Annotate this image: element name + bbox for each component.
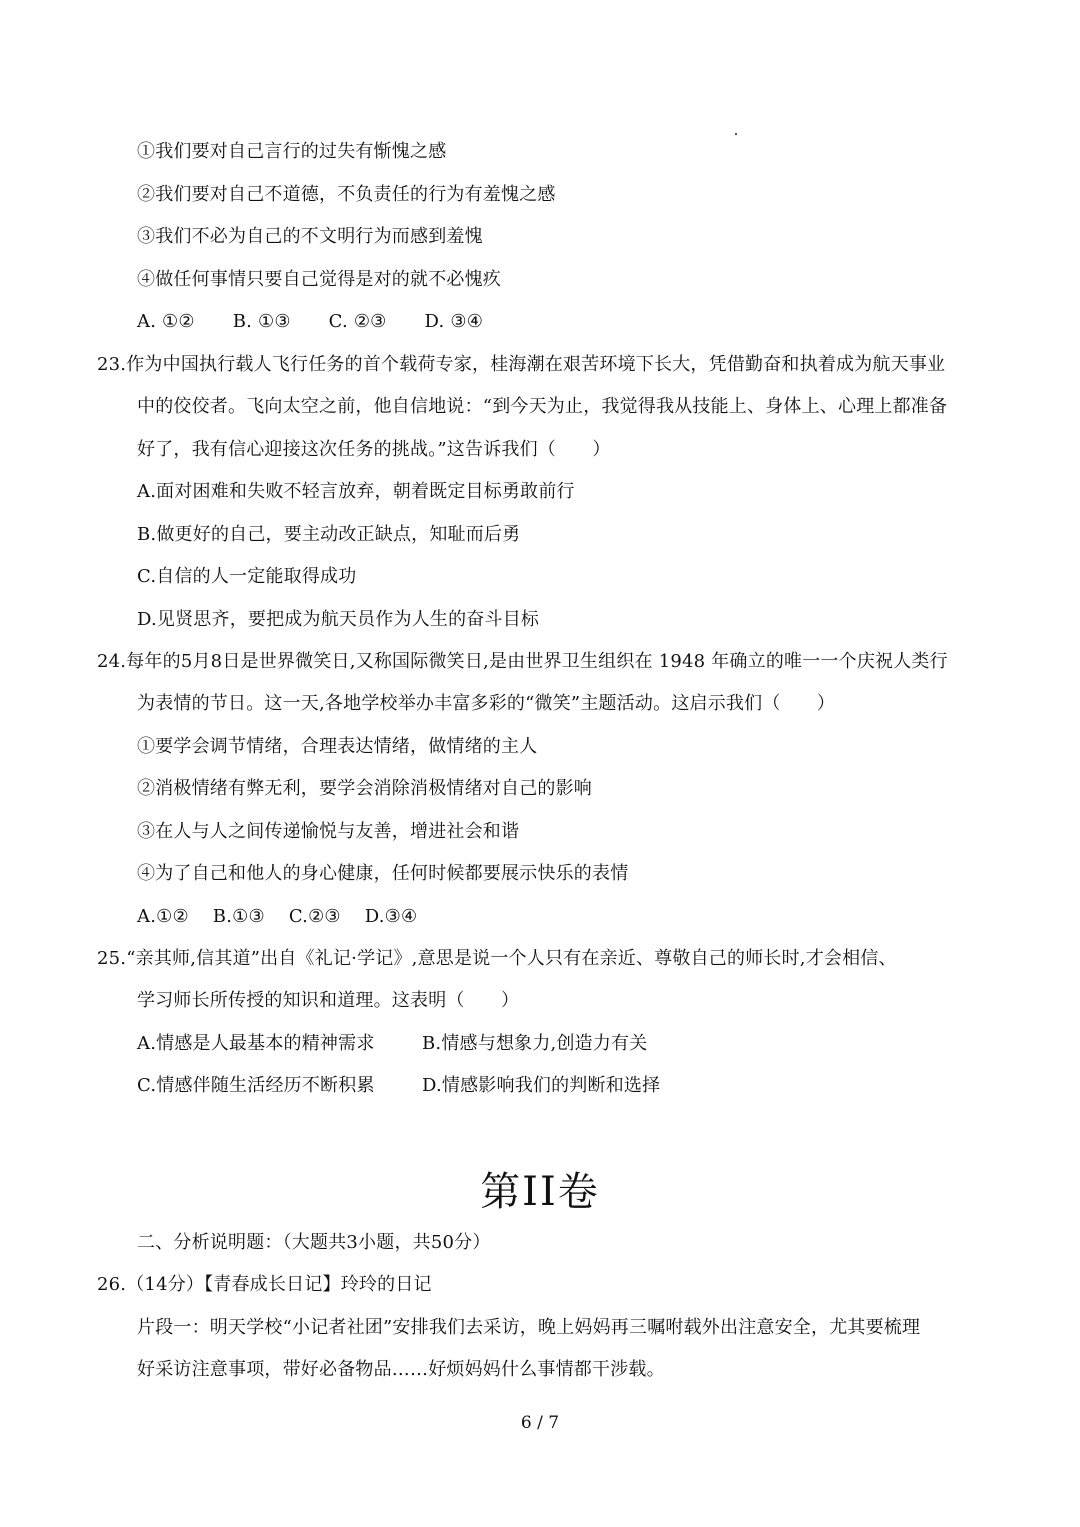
q22-statement-1: ①我们要对自己言行的过失有惭愧之感 [137,141,447,162]
q24-statement-2: ②消极情绪有弊无利，要学会消除消极情绪对自己的影响 [137,778,592,799]
q23-stem-line-3: 好了，我有信心迎接这次任务的挑战。”这告诉我们（ ） [137,439,611,460]
q26-passage-line-1: 片段一：明天学校“小记者社团”安排我们去采访，晚上妈妈再三嘱咐载外出注意安全，尤其要梳理 [137,1317,921,1338]
q24-options [137,906,417,928]
q22-option-c: C. ②③ [328,311,387,332]
q25-stem-line-1: 25.“亲其师,信其道”出自《礼记·学记》,意思是说一个人只有在亲近、尊敬自己的师长时,才会相信、 [97,948,897,969]
q24-statement-1: ①要学会调节情绪，合理表达情绪，做情绪的主人 [137,736,538,757]
q22-option-b: B. ①③ [232,311,291,332]
q22-options [137,311,483,333]
q26-passage-line-2: 好采访注意事项，带好必备物品……好烦妈妈什么事情都干涉载。 [137,1359,665,1380]
q23-option-d: D.见贤思齐，要把成为航天员作为人生的奋斗目标 [137,609,540,630]
q23-option-b: B.做更好的自己，要主动改正缺点，知耻而后勇 [137,524,521,545]
q22-option-d: D. ③④ [424,311,484,332]
q24-option-b: B.①③ [212,906,265,927]
q23-option-c: C.自信的人一定能取得成功 [137,566,357,587]
page-number: 6 / 7 [520,1413,560,1433]
section-title: 第II卷 [480,1169,600,1215]
q22-statement-4: ④做任何事情只要自己觉得是对的就不必愧疚 [137,269,501,290]
q24-option-d: D.③④ [364,906,418,927]
q22-statement-3: ③我们不必为自己的不文明行为而感到羞愧 [137,226,483,247]
scan-speck [735,133,737,135]
q24-option-c: C.②③ [288,906,341,927]
q24-stem-line-2: 为表情的节日。这一天,各地学校举办丰富多彩的“微笑”主题活动。这启示我们（ ） [137,693,836,714]
section-heading: 二、分析说明题：（大题共3小题，共50分） [137,1232,491,1253]
q25-option-a: A.情感是人最基本的精神需求 [137,1033,375,1054]
q26-title: 26.（14分）【青春成长日记】玲玲的日记 [97,1274,432,1295]
q23-option-a: A.面对困难和失败不轻言放弃，朝着既定目标勇敢前行 [137,481,575,502]
q25-stem-line-2: 学习师长所传授的知识和道理。这表明（ ） [137,990,520,1011]
q24-statement-4: ④为了自己和他人的身心健康，任何时候都要展示快乐的表情 [137,863,629,884]
q23-stem-line-2: 中的佼佼者。飞向太空之前，他自信地说：“到今天为止，我觉得我从技能上、身体上、心理上都准备 [137,396,948,417]
q22-statement-2: ②我们要对自己不道德，不负责任的行为有羞愧之感 [137,184,556,205]
q24-stem-line-1: 24.每年的5月8日是世界微笑日,又称国际微笑日,是由世界卫生组织在 1948 年确立的唯一一个庆祝人类行 [97,651,948,672]
q23-stem-line-1: 23.作为中国执行载人飞行任务的首个载荷专家，桂海潮在艰苦环境下长大，凭借勤奋和执着成为航天事业 [97,354,946,375]
q25-option-d: D.情感影响我们的判断和选择 [422,1075,661,1096]
q22-option-a: A. ①② [137,311,195,332]
q25-option-b: B.情感与想象力,创造力有关 [422,1033,648,1054]
q24-statement-3: ③在人与人之间传递愉悦与友善，增进社会和谐 [137,821,520,842]
q25-option-c: C.情感伴随生活经历不断积累 [137,1075,375,1096]
q24-option-a: A.①② [137,906,189,927]
